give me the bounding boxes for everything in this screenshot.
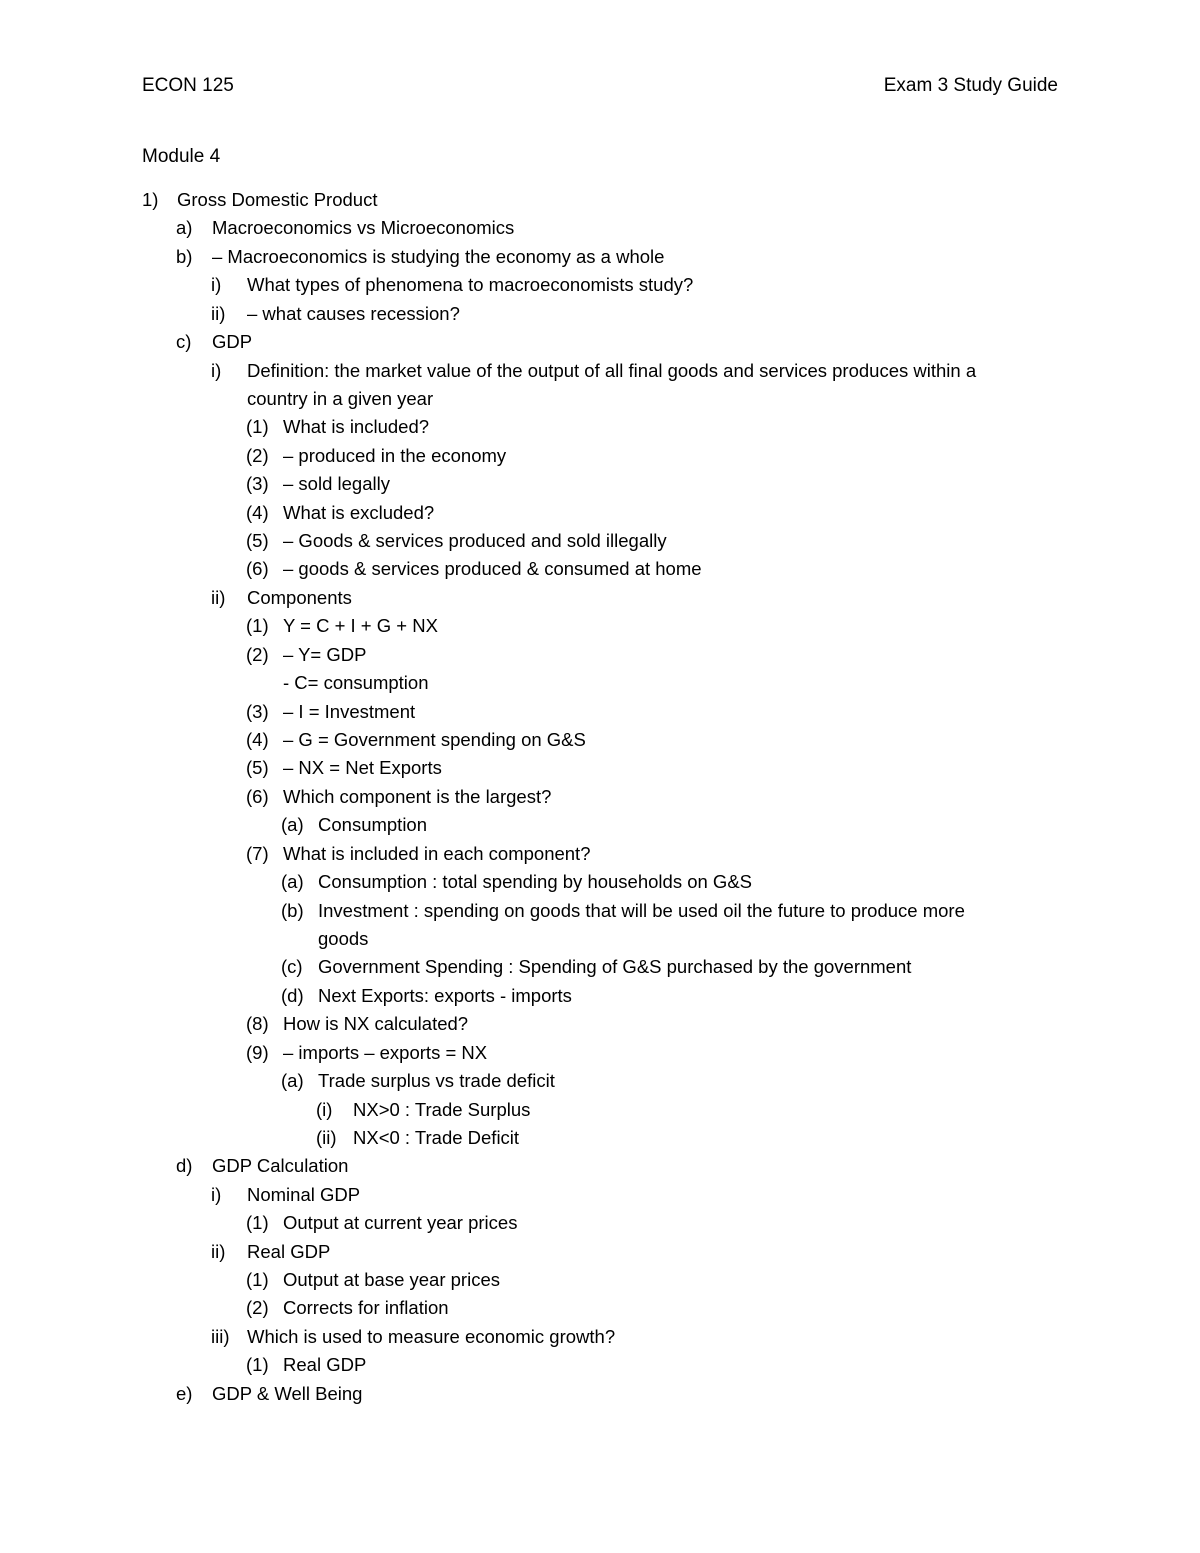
- outline-item: [0, 899, 1200, 927]
- outline-text: Definition: the market value of the output of all final goods and services produces within a: [247, 359, 977, 381]
- outline-item: [0, 1240, 1200, 1268]
- outline-marker: d): [176, 1155, 193, 1177]
- outline-item: [0, 1353, 1200, 1381]
- outline-marker: 1): [142, 189, 159, 210]
- outline-item: [0, 501, 1200, 529]
- outline-text: Components: [247, 586, 352, 608]
- outline-marker: ii): [211, 586, 226, 608]
- outline-item: [0, 1154, 1200, 1182]
- outline-text: NX<0 : Trade Deficit: [353, 1126, 520, 1148]
- outline-text: country in a given year: [247, 387, 434, 409]
- outline-text: What is excluded?: [283, 501, 435, 523]
- outline-text: What types of phenomena to macroeconomists study?: [247, 274, 694, 296]
- outline-item: [0, 415, 1200, 443]
- outline-marker: iii): [211, 1325, 230, 1347]
- outline-item: [0, 1126, 1200, 1154]
- outline-item: [0, 785, 1200, 813]
- outline-text: – NX = Net Exports: [283, 757, 442, 779]
- outline-item: [0, 359, 1200, 387]
- outline-text: – Goods & services produced and sold illegally: [283, 530, 667, 552]
- outline-text: NX>0 : Trade Surplus: [353, 1098, 531, 1120]
- outline-item: [0, 1041, 1200, 1069]
- outline-text: Real GDP: [247, 1240, 331, 1262]
- outline-marker: ii): [211, 1240, 226, 1262]
- outline-text: GDP & Well Being: [212, 1382, 363, 1404]
- outline-marker: e): [176, 1382, 193, 1404]
- outline-text: Which component is the largest?: [283, 785, 552, 807]
- outline-marker: ii): [211, 302, 226, 324]
- outline-marker: (c): [281, 956, 303, 978]
- outline-marker: (1): [246, 1269, 269, 1291]
- outline-item: [0, 927, 1200, 955]
- outline-text: – sold legally: [283, 473, 390, 495]
- outline-list: [0, 188, 1200, 1410]
- outline-item: [0, 1069, 1200, 1097]
- outline-text: – Macroeconomics is studying the economy as a whole: [212, 245, 665, 267]
- outline-text: goods: [318, 927, 369, 949]
- outline-item: [0, 216, 1200, 244]
- outline-item: [0, 870, 1200, 898]
- outline-marker: (1): [246, 1212, 269, 1234]
- outline-text: Trade surplus vs trade deficit: [318, 1070, 555, 1092]
- outline-marker: (3): [246, 473, 269, 495]
- outline-marker: a): [176, 217, 193, 239]
- outline-text: Real GDP: [283, 1354, 367, 1376]
- outline-marker: (a): [281, 871, 304, 893]
- outline-item: [0, 472, 1200, 500]
- outline-marker: (2): [246, 444, 269, 466]
- outline-text: – imports – exports = NX: [283, 1041, 488, 1063]
- header-title: Exam 3 Study Guide: [883, 75, 1058, 96]
- outline-item: [0, 1098, 1200, 1126]
- outline-item: [0, 586, 1200, 614]
- outline-item: [0, 984, 1200, 1012]
- outline-text: Corrects for inflation: [283, 1297, 449, 1319]
- outline-text: What is included?: [283, 416, 430, 438]
- outline-marker: (2): [246, 1297, 269, 1319]
- module-title: Module 4: [142, 146, 221, 167]
- outline-marker: (1): [246, 416, 269, 438]
- outline-item: [0, 245, 1200, 273]
- outline-text: GDP Calculation: [212, 1155, 349, 1177]
- outline-marker: (ii): [316, 1126, 337, 1148]
- outline-marker: (a): [281, 1070, 304, 1092]
- outline-marker: (7): [246, 842, 269, 864]
- outline-marker: i): [211, 1183, 222, 1205]
- outline-item: [0, 643, 1200, 671]
- outline-item: [0, 842, 1200, 870]
- outline-item: [0, 614, 1200, 642]
- outline-item: [0, 1382, 1200, 1410]
- outline-item: [0, 444, 1200, 472]
- outline-marker: (3): [246, 700, 269, 722]
- outline-marker: i): [211, 274, 222, 296]
- outline-marker: b): [176, 245, 193, 267]
- header-course: ECON 125: [142, 75, 234, 96]
- outline-item: [0, 671, 1200, 699]
- outline-text: Y = C + I + G + NX: [283, 615, 438, 637]
- outline-item: [0, 728, 1200, 756]
- outline-marker: (8): [246, 1013, 269, 1035]
- outline-text: – what causes recession?: [247, 302, 460, 324]
- outline-marker: (b): [281, 899, 304, 921]
- outline-text: – Y= GDP: [283, 643, 367, 665]
- outline-item: [0, 1268, 1200, 1296]
- outline-text: – produced in the economy: [283, 444, 507, 466]
- outline-text: Government Spending : Spending of G&S purchased by the government: [318, 956, 912, 978]
- outline-text: Output at current year prices: [283, 1212, 518, 1234]
- outline-text: – I = Investment: [283, 700, 416, 722]
- outline-item: [0, 302, 1200, 330]
- outline-text: – goods & services produced & consumed at home: [283, 558, 702, 580]
- outline-marker: (1): [246, 1354, 269, 1376]
- outline-marker: (1): [246, 615, 269, 637]
- outline-marker: (d): [281, 984, 304, 1006]
- outline-marker: (a): [281, 814, 304, 836]
- outline-item: [0, 529, 1200, 557]
- outline-item: [0, 188, 1200, 216]
- outline-item: [0, 1211, 1200, 1239]
- outline-marker: (2): [246, 643, 269, 665]
- outline-item: [0, 273, 1200, 301]
- outline-marker: (9): [246, 1041, 269, 1063]
- outline-marker: c): [176, 331, 192, 353]
- outline-marker: (6): [246, 558, 269, 580]
- outline-item: [0, 387, 1200, 415]
- outline-marker: (4): [246, 729, 269, 751]
- outline-text: Which is used to measure economic growth?: [247, 1325, 616, 1347]
- outline-item: [0, 813, 1200, 841]
- outline-text: Consumption: [318, 814, 428, 836]
- outline-text: Macroeconomics vs Microeconomics: [212, 217, 515, 239]
- outline-marker: (5): [246, 530, 269, 552]
- outline-item: [0, 756, 1200, 784]
- outline-item: [0, 330, 1200, 358]
- outline-item: [0, 1012, 1200, 1040]
- outline-item: [0, 1296, 1200, 1324]
- outline-text: How is NX calculated?: [283, 1013, 469, 1035]
- outline-text: Gross Domestic Product: [177, 189, 378, 210]
- outline-text: Output at base year prices: [283, 1269, 500, 1291]
- outline-text: Nominal GDP: [247, 1183, 361, 1205]
- outline-item: [0, 1183, 1200, 1211]
- outline-marker: i): [211, 359, 222, 381]
- outline-item: [0, 955, 1200, 983]
- outline-item: [0, 700, 1200, 728]
- outline-text: - C= consumption: [283, 672, 429, 694]
- outline-item: [0, 1325, 1200, 1353]
- outline-marker: (5): [246, 757, 269, 779]
- outline-marker: (4): [246, 501, 269, 523]
- outline-text: Next Exports: exports - imports: [318, 984, 572, 1006]
- outline-text: – G = Government spending on G&S: [283, 729, 586, 751]
- outline-marker: (i): [316, 1098, 333, 1120]
- outline-marker: (6): [246, 785, 269, 807]
- outline-text: GDP: [212, 331, 253, 353]
- outline-text: Consumption : total spending by households on G&S: [318, 871, 753, 893]
- outline-text: Investment : spending on goods that will be used oil the future to produce more: [318, 899, 965, 921]
- outline-text: What is included in each component?: [283, 842, 591, 864]
- outline-item: [0, 557, 1200, 585]
